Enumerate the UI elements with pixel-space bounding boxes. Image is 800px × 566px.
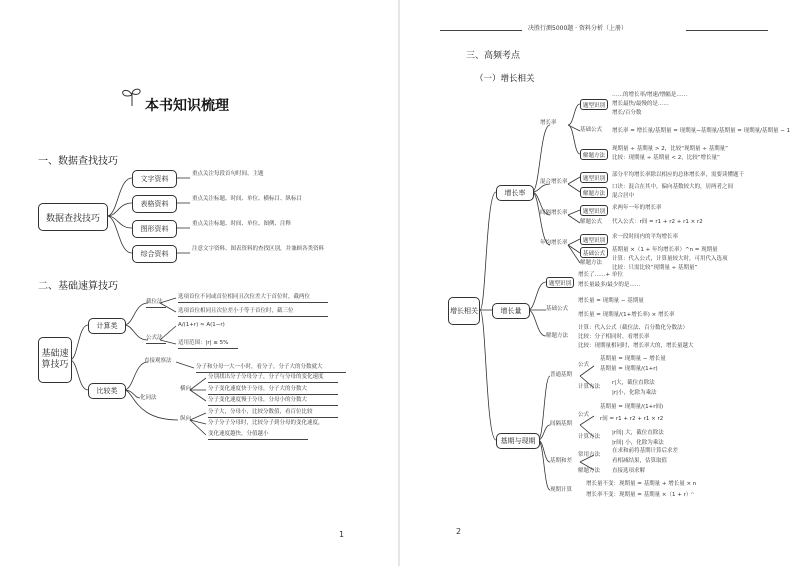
grp-interval-base: 间隔基期 bbox=[550, 421, 573, 427]
ann-formula-note: 基期量 ×（1 + 年均增长率）^n = 现期量 bbox=[612, 247, 718, 253]
node-mixed-material: 综合资料 bbox=[132, 245, 177, 263]
amt-method-note-2: 比较：分子相同时，看增长率 bbox=[578, 334, 650, 340]
node-text-material: 文字资料 bbox=[132, 170, 177, 188]
section1-heading: 一、数据查找技巧 bbox=[38, 156, 118, 167]
gr-type-note-3: 增长/百分数 bbox=[612, 110, 642, 116]
mix-method-note-1: 口诀：混合在其中，偏向基数较大的，居两者之间 bbox=[612, 184, 734, 190]
int-type-id: 题型识别 bbox=[580, 205, 608, 216]
ann-method-note-2: 比较：只需比较“现期量 ÷ 基期量” bbox=[612, 265, 698, 271]
gr-type-id: 题型识别 bbox=[580, 99, 608, 110]
ib-formula: 公式 bbox=[578, 412, 590, 418]
amt-method: 解题方法 bbox=[546, 333, 569, 339]
amt-method-note-3: 比较：现期量相同时，增长率大的，增长量越大 bbox=[578, 343, 694, 349]
subsection-heading: （一）增长相关 bbox=[475, 74, 535, 84]
amt-type-note-1: 增长了……+ 单位 bbox=[578, 272, 623, 278]
group-annual-rate: 年均增长率 bbox=[540, 240, 568, 246]
note-truncation-1: 选项首位不同或首位相同且次位差大于首位时，截两位 bbox=[178, 294, 311, 300]
gr-method-note-2: 比较：现期量 ÷ 基期量 < 2，比较“增长量” bbox=[612, 155, 720, 161]
note-vertical-3: 变化速度越快，分值越小 bbox=[208, 431, 269, 437]
amt-method-note-1: 计算：代入公式（截位法、百分数化分数法） bbox=[578, 325, 689, 331]
bs-method-note-1: 在求和前将基期计算后求差 bbox=[612, 448, 679, 454]
right-page bbox=[400, 0, 800, 566]
label-truncation: 截位法 bbox=[146, 299, 163, 305]
amt-type-note-2: 增长量最多/最少的是…… bbox=[578, 282, 641, 288]
amt-formula-note-2: 增长量 = 现期量/(1+增长率) × 增长率 bbox=[578, 312, 675, 318]
pc-note-1: 增长量不变：现期量 = 基期量 + 增长量 × n bbox=[586, 481, 697, 487]
ann-method: 解题方法 bbox=[580, 260, 603, 266]
note-direct-observe: 分子和分母一大一小时，看分子，分子大的分数就大 bbox=[196, 364, 323, 370]
bs-method-note-2: 看相减结果，估算取值 bbox=[612, 458, 668, 464]
note-mixed-material: 注意文字资料、图表资料的查找区别，并兼顾各类资料 bbox=[192, 246, 325, 252]
gr-method-note-1: 现期量 ÷ 基期量 > 2，比较“现期量 ÷ 基期量” bbox=[612, 146, 729, 152]
group-growth-rate: 增长率 bbox=[540, 120, 557, 126]
ib-formula-note-2: r间 = r1 + r2 + r1 × r2 bbox=[600, 416, 664, 422]
pb-calc-note-2: |r|小，化除为乘法 bbox=[612, 390, 657, 396]
gr-type-note-2: 增长最快/最慢的是…… bbox=[612, 101, 669, 107]
group-interval-rate: 间隔增长率 bbox=[540, 210, 568, 216]
gr-formula-note: 增长率 = 增长量/基期量 = 现期量−基期量/基期量 = 现期量/基期量 − 1 bbox=[612, 128, 791, 134]
grp-present-calc: 现期计算 bbox=[550, 487, 573, 493]
gr-type-note-1: ……的增长率/增速/增幅是…… bbox=[612, 92, 688, 98]
label-same-method: 化同法 bbox=[140, 395, 157, 401]
int-formula-note: 代入公式：r间 = r1 + r2 + r1 × r2 bbox=[612, 219, 703, 225]
ann-method-note-1: 计算：代入公式，计算量较大时，可用代入选项 bbox=[612, 256, 728, 262]
ib-calc: 计算方法 bbox=[578, 434, 601, 440]
ann-type-id: 题型识别 bbox=[580, 234, 608, 245]
grp-plain-base: 普通基期 bbox=[550, 372, 573, 378]
int-formula: 解题公式 bbox=[580, 219, 603, 225]
mix-method-note-2: 混合居中 bbox=[612, 193, 635, 199]
note-formula-2: 适用范围：|r| ≤ 5% bbox=[178, 340, 229, 346]
note-truncation-2: 选项首位相同且次位差小于等于首位时，截三位 bbox=[178, 308, 294, 314]
label-direct-observe: 直接观察法 bbox=[144, 358, 172, 364]
note-text-material: 重点关注每段首句时间、主题 bbox=[192, 171, 264, 177]
ib-calc-note-2: |r间| 小，化除为乘法 bbox=[612, 440, 664, 446]
note-chart-material: 重点关注标题、时间、单位、图例、注释 bbox=[192, 221, 292, 227]
ann-type-note: 求一段时间内的平均增长率 bbox=[612, 234, 679, 240]
pb-formula-note-2: 基期量 = 现期量/(1+r) bbox=[600, 366, 658, 372]
node-growth-rate: 增长率 bbox=[496, 185, 534, 201]
ib-calc-note-1: |r间| 大，截位直除法 bbox=[612, 430, 664, 436]
note-horizontal-3: 分子变化速度慢于分母，分母小的分数大 bbox=[208, 397, 308, 403]
amt-type-id: 题型识别 bbox=[546, 277, 574, 288]
section2-root-node: 基础速算技巧 bbox=[38, 337, 72, 383]
ib-formula-note-1: 基期量 = 现期量/(1+r间) bbox=[600, 404, 664, 410]
note-vertical-2: 分子分子分母时，比较分子到分母的变化速度， bbox=[208, 420, 324, 426]
gr-method: 解题方法 bbox=[580, 149, 608, 160]
int-type-note: 求两年一年的增长率 bbox=[612, 205, 662, 211]
group-mixed-rate: 混合增长率 bbox=[540, 179, 568, 185]
pb-calc: 计算方法 bbox=[578, 384, 601, 390]
bs-solve-note: 直接选项求解 bbox=[612, 468, 646, 474]
node-chart-material: 图形资料 bbox=[132, 220, 177, 238]
node-growth-amount: 增长量 bbox=[492, 303, 530, 319]
note-table-material: 重点关注标题、时间、单位、横标目、纵标目 bbox=[192, 196, 303, 202]
pb-calc-note-1: r|大，截位直除法 bbox=[612, 380, 655, 386]
mix-type-note: 部分平均增长率除以相应的总体增长率，需要读懂题干 bbox=[612, 172, 745, 178]
bs-method: 常用方法 bbox=[578, 452, 601, 458]
section1-root-node: 数据查找技巧 bbox=[38, 203, 108, 231]
gr-formula-label: 基础公式 bbox=[580, 127, 603, 133]
root-node-growth: 增长相关 bbox=[448, 297, 480, 325]
grp-base-sum: 基期和差 bbox=[550, 458, 573, 464]
note-vertical-1: 分子大，分母小，比较分数值，看百位比较 bbox=[208, 409, 313, 415]
label-formula: 公式法 bbox=[146, 335, 163, 341]
note-horizontal-2: 分子变化速度快于分母，分子大的分数大 bbox=[208, 386, 308, 392]
pb-formula: 公式 bbox=[578, 362, 590, 368]
mix-type-id: 题型识别 bbox=[580, 172, 608, 183]
section3-heading: 三、高频考点 bbox=[466, 51, 521, 61]
node-calc: 计算类 bbox=[88, 318, 126, 334]
note-horizontal-1: 分别找出分子分母分子，分子与分母的变化速度 bbox=[208, 374, 324, 380]
label-horizontal: 横向 bbox=[180, 386, 192, 392]
section2-heading: 二、基础速算技巧 bbox=[38, 281, 118, 292]
page-number-right: 2 bbox=[456, 527, 462, 536]
note-formula-1: A/(1+r) ≈ A(1−r) bbox=[178, 322, 225, 328]
bs-solve: 解题方法 bbox=[578, 468, 601, 474]
pb-formula-note-1: 基期量 = 现期量 − 增长量 bbox=[600, 356, 666, 362]
amt-formula: 基础公式 bbox=[546, 306, 569, 312]
running-header: 决胜行测5000题 · 资料分析（上册） bbox=[528, 25, 627, 32]
node-base-present: 基期与现期 bbox=[496, 433, 540, 449]
ann-formula: 基础公式 bbox=[580, 247, 608, 258]
pc-note-2: 增长率不变：现期量 = 基期量 ×（1 + r）ⁿ bbox=[586, 492, 694, 498]
label-vertical: 纵向 bbox=[180, 416, 192, 422]
node-table-material: 表格资料 bbox=[132, 195, 177, 213]
book-title: 本书知识梳理 bbox=[145, 98, 229, 114]
amt-formula-note-1: 增长量 = 现期量 − 基期量 bbox=[578, 298, 644, 304]
node-compare: 比较类 bbox=[88, 383, 126, 399]
page-number-left: 1 bbox=[339, 530, 345, 539]
mix-method: 解题方法 bbox=[580, 187, 608, 198]
